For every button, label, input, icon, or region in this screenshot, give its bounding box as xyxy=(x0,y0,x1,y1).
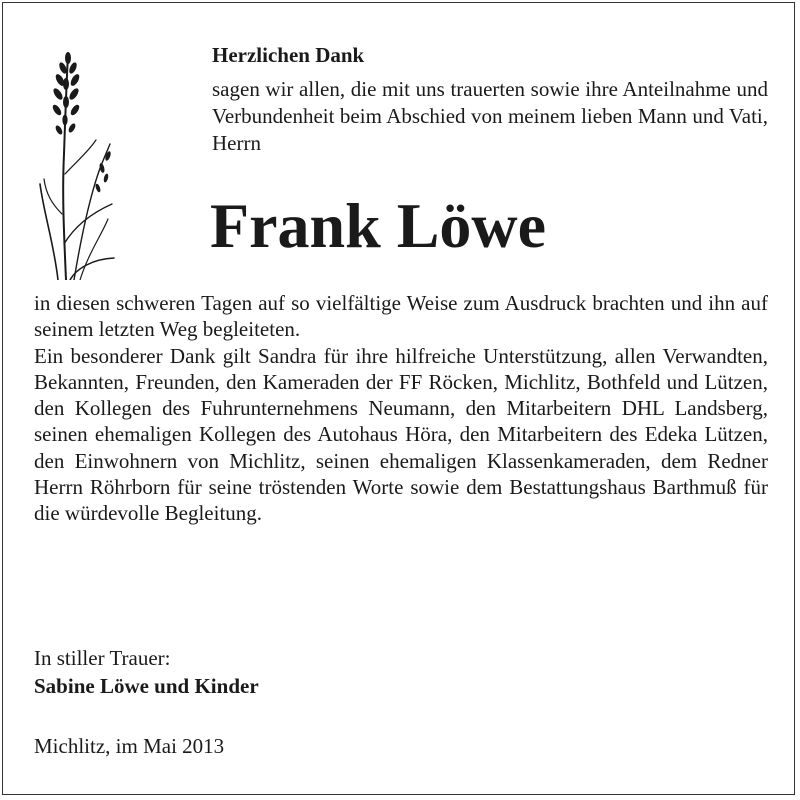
notice-heading: Herzlichen Dank xyxy=(212,43,365,67)
closing-line: In stiller Trauer: xyxy=(34,646,171,670)
header-block xyxy=(212,42,768,157)
closing-block xyxy=(34,644,259,700)
body-paragraph-1: in diesen schweren Tagen auf so vielfältige Weise zum Ausdruck brachten und ihn auf seinem letzten Weg begleiteten. xyxy=(34,291,768,342)
grass-icon xyxy=(36,44,116,280)
body-text xyxy=(34,290,768,527)
intro-text: sagen wir allen, die mit uns trauerten sowie ihre Anteilnahme und Verbundenheit beim Abschied von meinem lieben Mann und Vati, Herrn xyxy=(212,77,768,155)
signers: Sabine Löwe und Kinder xyxy=(34,674,259,698)
deceased-name: Frank Löwe xyxy=(210,190,546,261)
body-paragraph-2: Ein besonderer Dank gilt Sandra für ihre hilfreiche Unterstützung, allen Verwandten, Bekannten, Freunden, den Kameraden der FF Röcken, Michlitz, Bothfeld und Lützen, den Kollegen des Fuhrunternehmens Neumann, den Mitarbeitern DHL Landsberg, seinen ehemaligen Kollegen des Autohaus Höra, den Mitarbeitern des Edeka Lützen, den Einwohnern von Michlitz, seinen ehemaligen Klassenkameraden, dem Redner Herrn Röhrborn für seine tröstenden Worte sowie dem Bestattungshaus Barthmuß für die würdevolle Begleitung. xyxy=(34,343,768,526)
place-date: Michlitz, im Mai 2013 xyxy=(34,734,225,758)
